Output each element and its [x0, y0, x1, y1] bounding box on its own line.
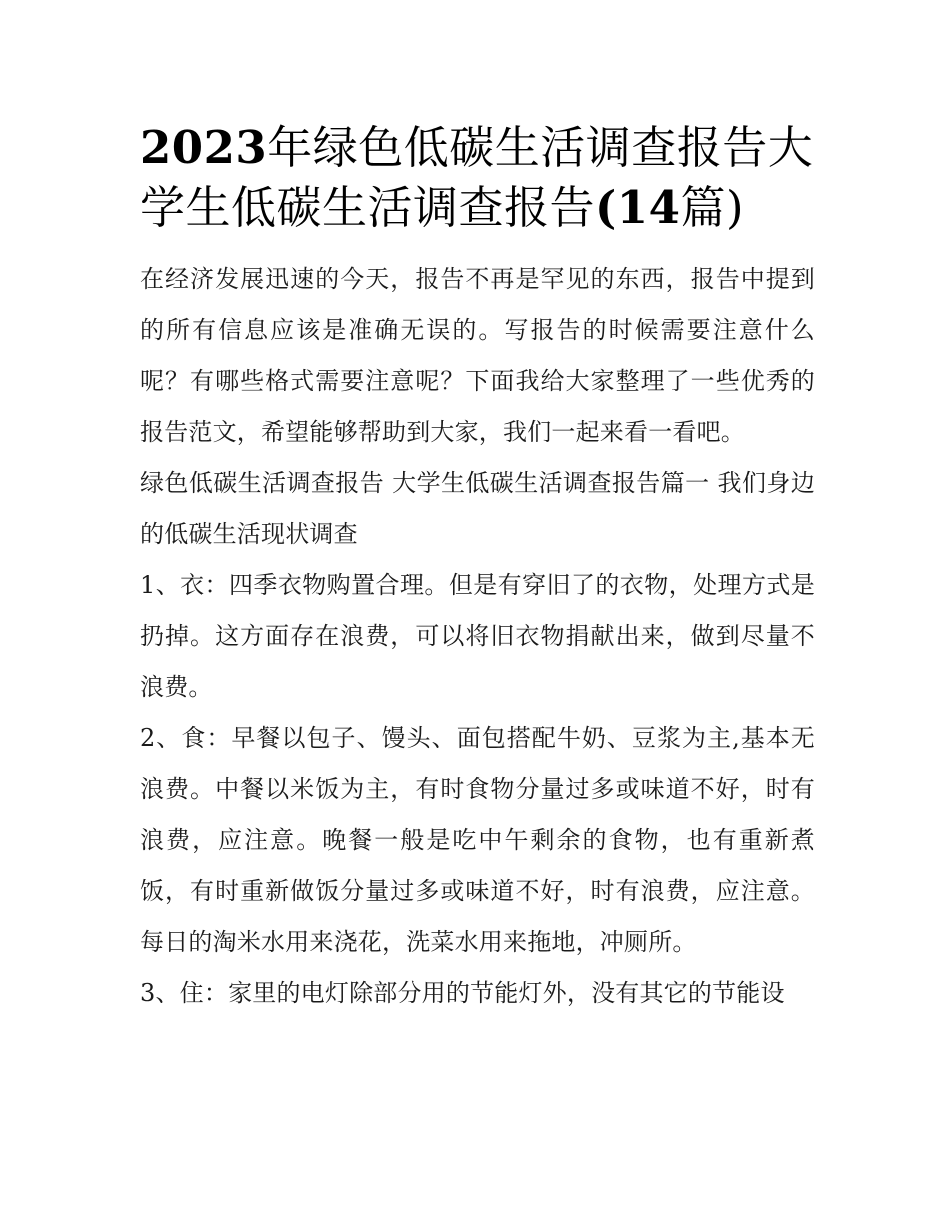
intro-paragraph: 在经济发展迅速的今天，报告不再是罕见的东西，报告中提到的所有信息应该是准确无误的。写报告的时候需要注意什么呢？有哪些格式需要注意呢？下面我给大家整理了一些优秀的报告范文，希望能够帮助到大家，我们一起来看一看吧。 — [140, 265, 815, 446]
clothing-paragraph: 1、衣：四季衣物购置合理。但是有穿旧了的衣物，处理方式是扔掉。这方面存在浪费，可以将旧衣物捐献出来，做到尽量不浪费。 — [140, 571, 815, 701]
document-body — [140, 254, 815, 1019]
title-suffix: 篇) — [680, 181, 744, 234]
title-count: (14 — [595, 181, 681, 234]
document-title — [140, 118, 815, 238]
section-heading: 绿色低碳生活调查报告 大学生低碳生活调查报告篇一 我们身边的低碳生活现状调查 — [140, 469, 815, 548]
document-page — [140, 118, 815, 1019]
food-paragraph: 2、食：早餐以包子、馒头、面包搭配牛奶、豆浆为主,基本无浪费。中餐以米饭为主，有时食物分量过多或味道不好，时有浪费，应注意。晚餐一般是吃中午剩余的食物，也有重新煮饭，有时重新做饭分量过多或味道不好，时有浪费，应注意。每日的淘米水用来浇花，洗菜水用来拖地，冲厕所。 — [140, 724, 815, 956]
housing-paragraph: 3、住：家里的电灯除部分用的节能灯外，没有其它的节能设 — [140, 979, 785, 1007]
title-year: 2023 — [140, 121, 268, 174]
title-text: 年绿色低碳生活调查报告大学生低碳生活调查报告 — [140, 121, 814, 234]
